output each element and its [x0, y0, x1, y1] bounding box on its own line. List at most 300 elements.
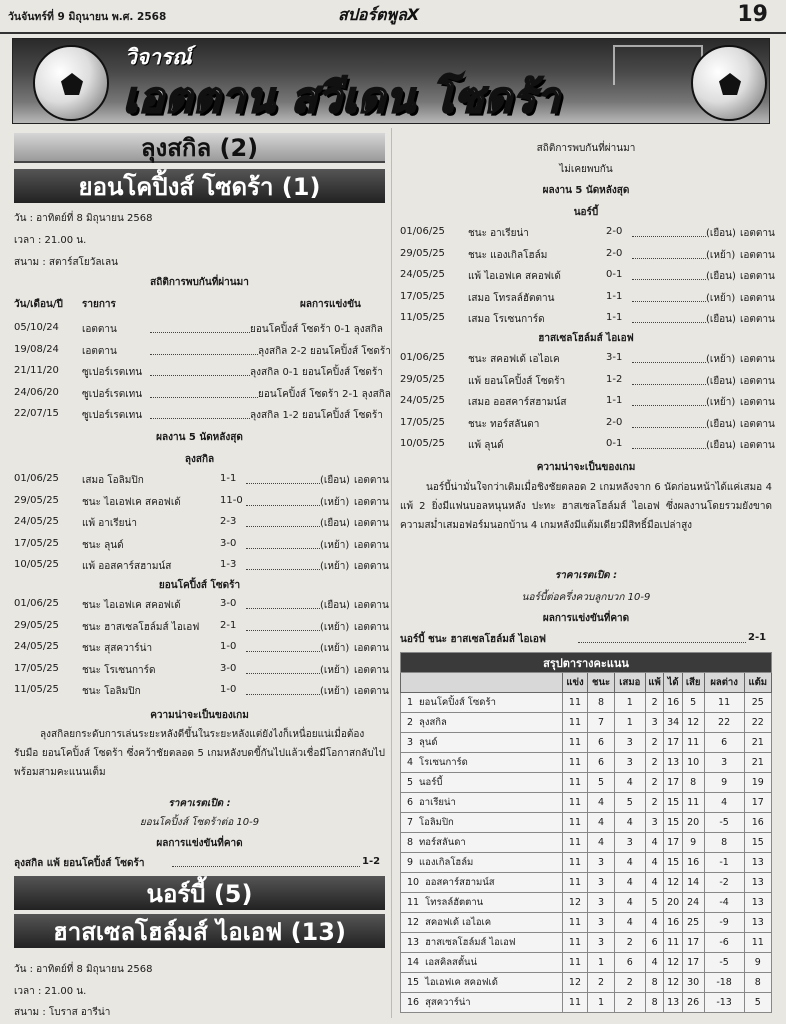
- form-date: 10/05/25: [400, 438, 445, 449]
- page-header: [0, 0, 786, 34]
- table-row: [401, 773, 772, 793]
- form-match: แพ้ ออสคาร์สฮามน์ส: [82, 561, 172, 572]
- standings-team-name: เอสคิลสตั้นน่: [425, 957, 477, 968]
- form-league: เอตตาน: [740, 397, 775, 408]
- form-venue: (เหย้า): [320, 621, 350, 633]
- form-leader: [246, 483, 320, 484]
- h2h-competition: ซูเปอร์เรตเทน: [82, 410, 143, 421]
- standings-cell: 1: [614, 693, 645, 713]
- form-match: ชนะ โอลิมปิก: [82, 686, 141, 697]
- standings-cell: 12: [562, 893, 588, 913]
- standings-cell: 14: [682, 873, 704, 893]
- standings-cell: 11: [562, 853, 588, 873]
- form-league: เอตตาน: [354, 496, 389, 508]
- standings-title: สรุปตารางคะแนน: [401, 653, 772, 673]
- h2h-leader: [150, 332, 250, 333]
- table-row: [401, 693, 772, 713]
- standings-header: แพ้: [645, 673, 664, 693]
- standings-header: เสีย: [682, 673, 704, 693]
- standings-cell: 6: [588, 733, 615, 753]
- standings-cell: 26: [682, 993, 704, 1013]
- standings-cell: 9: [682, 833, 704, 853]
- standings-cell: 13: [664, 753, 682, 773]
- form-score: 2-0: [606, 226, 623, 237]
- standings-cell: 11: [562, 773, 588, 793]
- standings-cell: 4: [614, 893, 645, 913]
- form-venue: (เหย้า): [320, 643, 350, 654]
- standings-cell: 8: [645, 993, 664, 1013]
- standings-cell: 2: [588, 973, 615, 993]
- standings-cell: 12: [682, 713, 704, 733]
- match2-pred-score: 2-1: [748, 632, 767, 643]
- form-match: เสมอ โทรลล์ฮัตตาน: [468, 292, 555, 304]
- standings-rank: 4: [407, 757, 414, 768]
- standings-cell: 15: [744, 833, 771, 853]
- form-score: 0-1: [606, 438, 623, 449]
- form-score: 3-1: [606, 352, 623, 363]
- match1-prediction: ลุงสกิล แพ้ ยอนโคปิ้งส์ โซดร้า: [14, 858, 145, 869]
- standings-cell: 11: [562, 993, 588, 1013]
- form-venue: (เยือน): [320, 475, 350, 486]
- h2h-competition: ซูเปอร์เรตเทน: [82, 367, 143, 378]
- form-venue: (เหย้า): [706, 292, 736, 304]
- table-row: [401, 833, 772, 853]
- h2h-result: ลุงสกิล 2-2 ยอนโคปิ้งส์ โซดร้า: [258, 345, 391, 357]
- standings-cell: 2: [614, 933, 645, 953]
- form-venue: (เหย้า): [320, 561, 350, 572]
- form-league: เอตตาน: [354, 518, 389, 529]
- form-venue: (เหย้า): [320, 664, 350, 676]
- standings-cell: 25: [744, 693, 771, 713]
- form-score: 1-1: [220, 473, 237, 484]
- standings-cell: 6: [645, 933, 664, 953]
- standings-cell: 2: [614, 993, 645, 1013]
- form-date: 29/05/25: [400, 247, 445, 259]
- form-venue: (เยือน): [320, 518, 350, 529]
- match2-h2h-title: สถิติการพบกันที่ผ่านมา: [536, 143, 636, 154]
- match1-pred-score: 1-2: [362, 856, 381, 867]
- standings-cell: 3: [614, 753, 645, 773]
- form-league: เอตตาน: [740, 418, 775, 430]
- form-venue: (เหย้า): [320, 539, 350, 551]
- standings-cell: 15: [664, 793, 682, 813]
- standings-cell: -13: [704, 993, 744, 1013]
- form-leader: [246, 569, 320, 570]
- standings-cell: 11: [562, 793, 588, 813]
- standings-cell: 11: [704, 693, 744, 713]
- standings-cell: -1: [704, 853, 744, 873]
- standings-cell: 4: [704, 793, 744, 813]
- standings-cell: 4: [614, 873, 645, 893]
- form-score: 1-3: [220, 559, 237, 570]
- standings-cell: 11: [664, 933, 682, 953]
- form-match: ชนะ ลุนด์: [82, 539, 124, 551]
- form-score: 1-1: [606, 395, 623, 406]
- standings-header: ชนะ: [588, 673, 615, 693]
- standings-team: [401, 953, 563, 973]
- h2h-date: 24/06/20: [14, 386, 59, 398]
- h2h-header-item: รายการ: [82, 299, 116, 310]
- form-venue: (เยือน): [706, 418, 736, 430]
- form-leader: [246, 694, 320, 695]
- match2-analysis-title: ความน่าจะเป็นของเกม: [536, 462, 636, 473]
- standings-cell: 6: [704, 733, 744, 753]
- standings-cell: 5: [744, 993, 771, 1013]
- standings-cell: 16: [664, 913, 682, 933]
- match2-odds-title: ราคาเรตเปิด :: [554, 570, 618, 581]
- form-league: เอตตาน: [354, 539, 389, 551]
- match2-home-bar: นอร์บี้ (5): [14, 876, 385, 910]
- standings-cell: 12: [562, 973, 588, 993]
- standings-team: [401, 833, 563, 853]
- standings-cell: 13: [744, 873, 771, 893]
- form-date: 01/06/25: [400, 226, 445, 237]
- standings-cell: 11: [682, 793, 704, 813]
- standings-rank: 13: [407, 937, 420, 948]
- standings-cell: 5: [682, 693, 704, 713]
- h2h-result: ยอนโคปิ้งส์ โซดร้า 2-1 ลุงสกิล: [258, 388, 391, 400]
- form-score: 1-0: [220, 684, 237, 695]
- form-match: ชนะ โรเซนการ์ด: [82, 664, 156, 676]
- match1-home-form-team: ลุงสกิล: [184, 454, 215, 465]
- match1-odds-title: ราคาเรตเปิด :: [168, 798, 231, 809]
- table-row: [401, 853, 772, 873]
- standings-cell: 4: [645, 873, 664, 893]
- standings-team: [401, 893, 563, 913]
- form-league: เอตตาน: [740, 354, 775, 365]
- match2-date: วัน : อาทิตย์ที่ 8 มิถุนายน 2568: [14, 964, 153, 975]
- standings-cell: 11: [562, 873, 588, 893]
- form-match: แพ้ ยอนโคปิ้งส์ โซดร้า: [468, 375, 566, 387]
- form-score: 2-1: [220, 619, 237, 631]
- standings-cell: 19: [744, 773, 771, 793]
- match2-pred-title: ผลการแข่งขันที่คาด: [542, 613, 630, 624]
- form-date: 01/06/25: [14, 598, 59, 609]
- form-venue: (เหย้า): [706, 354, 736, 365]
- form-date: 01/06/25: [14, 473, 59, 484]
- standings-cell: 12: [664, 873, 682, 893]
- table-row: [401, 793, 772, 813]
- form-venue: (เยือน): [706, 228, 736, 239]
- match1-pred-title: ผลการแข่งขันที่คาด: [156, 838, 243, 849]
- form-date: 29/05/25: [14, 494, 59, 506]
- column-divider: [391, 128, 392, 1018]
- match2-odds: นอร์บี้ต่อครึ่งควบลูกบวก 10-9: [521, 592, 651, 603]
- form-score: 2-3: [220, 516, 237, 527]
- standings-cell: 11: [682, 733, 704, 753]
- standings-cell: 11: [562, 833, 588, 853]
- standings-team-name: ลุงสกิล: [419, 717, 447, 728]
- standings-cell: 11: [562, 953, 588, 973]
- match1-home-bar: ลุงสกิล (2): [14, 133, 385, 163]
- standings-cell: 4: [645, 833, 664, 853]
- standings-cell: 2: [645, 793, 664, 813]
- standings-cell: 3: [614, 733, 645, 753]
- form-date: 17/05/25: [400, 416, 445, 428]
- match2-h2h-none: ไม่เคยพบกัน: [559, 164, 613, 175]
- form-match: ชนะ สคอฟเด้ เอไอเค: [468, 354, 560, 365]
- match1-form-title: ผลงาน 5 นัดหลังสุด: [156, 432, 243, 443]
- form-venue: (เหย้า): [320, 496, 350, 508]
- form-date: 17/05/25: [400, 290, 445, 302]
- standings-team-name: ไอเอฟเค สคอฟเด้: [425, 977, 498, 988]
- match2-away-form-team: ฮาสเซลโฮล์มส์ ไอเอฟ: [538, 333, 634, 344]
- form-league: เอตตาน: [354, 475, 389, 486]
- standings-rank: 12: [407, 917, 420, 928]
- standings-rank: 5: [407, 777, 414, 788]
- table-row: [401, 873, 772, 893]
- standings-cell: 3: [704, 753, 744, 773]
- standings-cell: 15: [664, 853, 682, 873]
- h2h-competition: เอตตาน: [82, 345, 117, 357]
- banner-kicker: วิจารณ์: [125, 45, 192, 69]
- standings-cell: 16: [744, 813, 771, 833]
- table-row: [401, 933, 772, 953]
- standings-team: [401, 933, 563, 953]
- standings-team-col: [401, 673, 563, 693]
- standings-team-name: อาเรียน่า: [419, 797, 456, 808]
- form-leader: [632, 427, 706, 428]
- standings-cell: 4: [614, 773, 645, 793]
- standings-cell: 7: [588, 713, 615, 733]
- standings-cell: 12: [664, 953, 682, 973]
- standings-cell: 34: [664, 713, 682, 733]
- form-score: 2-0: [606, 247, 623, 259]
- form-league: เอตตาน: [740, 314, 775, 325]
- standings-cell: 3: [588, 933, 615, 953]
- brand-logo: สปอร์ตพูลX: [338, 5, 420, 24]
- h2h-leader: [150, 418, 250, 419]
- standings-cell: 8: [682, 773, 704, 793]
- form-match: ชนะ ฮาสเซลโฮล์มส์ ไอเอฟ: [82, 621, 200, 633]
- soccer-ball-icon: [691, 45, 767, 121]
- match1-away-form-team: ยอนโคปิ้งส์ โซดร้า: [158, 580, 241, 591]
- h2h-date: 19/08/24: [14, 343, 59, 355]
- standings-header: ได้: [664, 673, 682, 693]
- h2h-result: ลุงสกิล 1-2 ยอนโคปิ้งส์ โซดร้า: [250, 410, 383, 421]
- standings-cell: 30: [682, 973, 704, 993]
- form-league: เอตตาน: [354, 561, 389, 572]
- form-date: 24/05/25: [14, 641, 59, 652]
- standings-team-name: โรเซนการ์ด: [419, 757, 468, 768]
- standings-cell: 4: [588, 833, 615, 853]
- standings-cell: 17: [744, 793, 771, 813]
- standings-cell: 21: [744, 733, 771, 753]
- standings-cell: 22: [744, 713, 771, 733]
- form-venue: (เยือน): [706, 375, 736, 387]
- form-league: เอตตาน: [740, 375, 775, 387]
- table-row: [401, 713, 772, 733]
- standings-cell: 2: [645, 773, 664, 793]
- standings-cell: 4: [588, 793, 615, 813]
- form-league: เอตตาน: [354, 621, 389, 633]
- form-date: 10/05/25: [14, 559, 59, 570]
- form-match: เสมอ โรเซนการ์ด: [468, 314, 545, 325]
- form-match: ชนะ ไอเอฟเค สคอฟเด้: [82, 600, 181, 611]
- form-leader: [246, 651, 320, 652]
- standings-rank: 11: [407, 897, 420, 908]
- form-match: แพ้ ไอเอฟเค สคอฟเด้: [468, 271, 561, 282]
- standings-cell: 4: [645, 953, 664, 973]
- match1-analysis: ลุงสกิลยกระดับการเล่นระยะหลังดีขึ้นในระยะหลังแต่ยังไงก็เหนื่อยแน่เมื่อต้องรับมือ ยอนโคปิ้งส์ โซดร้า ซึ่งคว้าชัยตลอด 5 เกมหลังบดขี้กันไปแล้วเชื่อมีโอกาสกลับไปพร้อมสามคะแนนเต็ม: [14, 729, 385, 778]
- form-score: 1-1: [606, 290, 623, 302]
- form-leader: [246, 505, 320, 506]
- standings-team-name: โอลิมปิก: [419, 817, 454, 828]
- form-leader: [632, 322, 706, 323]
- standings-rank: 8: [407, 837, 414, 848]
- form-league: เอตตาน: [354, 664, 389, 676]
- match2-analysis: นอร์บี้น่ามั่นใจกว่าเดิมเมื่อชิงชัยตลอด 2 เกมหลังจาก 6 นัดก่อนหน้าได้แค่เสมอ 4 แพ้ 2 ยิ่งมีแฟนบอลหนุนหลัง ปะทะ ฮาสเซลโฮล์มส์ ไอเอฟ ซึ่งผลงานโดยรวมยังขาดความสม่ำเสมอฟอร์มนอกบ้าน 4 เกมหลังมีแต้มเดียวมีสิทธิ์มือเปล่าสูง: [400, 482, 772, 531]
- standings-rank: 14: [407, 957, 420, 968]
- form-date: 11/05/25: [400, 312, 445, 323]
- standings-cell: -4: [704, 893, 744, 913]
- standings-team: [401, 713, 563, 733]
- standings-cell: 8: [744, 973, 771, 993]
- standings-rank: 16: [407, 997, 420, 1008]
- standings-cell: 11: [562, 933, 588, 953]
- standings-cell: 9: [744, 953, 771, 973]
- standings-team: [401, 973, 563, 993]
- standings-cell: 11: [562, 733, 588, 753]
- standings-cell: 17: [664, 733, 682, 753]
- form-leader: [632, 258, 706, 259]
- standings-rank: 10: [407, 877, 420, 888]
- standings-cell: 16: [682, 853, 704, 873]
- form-date: 29/05/25: [400, 373, 445, 385]
- standings-cell: 4: [645, 913, 664, 933]
- standings-team: [401, 853, 563, 873]
- standings-team: [401, 693, 563, 713]
- match1-odds: ยอนโคปิ้งส์ โซดร้าต่อ 10-9: [139, 817, 260, 828]
- h2h-date: 22/07/15: [14, 408, 59, 419]
- form-leader: [632, 279, 706, 280]
- form-score: 3-0: [220, 598, 237, 609]
- standings-team-name: ลุนด์: [419, 737, 438, 748]
- form-score: 3-0: [220, 537, 237, 549]
- standings-cell: 1: [614, 713, 645, 733]
- table-row: [401, 813, 772, 833]
- standings-cell: 5: [645, 893, 664, 913]
- standings-cell: 10: [682, 753, 704, 773]
- standings-cell: 11: [562, 693, 588, 713]
- h2h-leader: [150, 354, 258, 355]
- standings-team: [401, 913, 563, 933]
- standings-cell: -9: [704, 913, 744, 933]
- standings-cell: 5: [588, 773, 615, 793]
- standings-cell: 3: [588, 873, 615, 893]
- form-league: เอตตาน: [354, 600, 389, 611]
- standings-cell: 20: [682, 813, 704, 833]
- standings-cell: 25: [682, 913, 704, 933]
- form-leader: [632, 362, 706, 363]
- form-leader: [632, 301, 706, 302]
- standings-cell: 16: [664, 693, 682, 713]
- standings-cell: 11: [562, 713, 588, 733]
- h2h-competition: เอตตาน: [82, 324, 117, 335]
- match1-analysis-title: ความน่าจะเป็นของเกม: [150, 710, 249, 721]
- match2-form-title: ผลงาน 5 นัดหลังสุด: [542, 185, 630, 196]
- standings-rank: 6: [407, 797, 414, 808]
- soccer-ball-icon: [33, 45, 109, 121]
- form-match: ชนะ ไอเอฟเค สคอฟเด้: [82, 496, 181, 508]
- match1-venue: สนาม : สตาร์สโยวัลเลน: [14, 257, 118, 268]
- standings-cell: 13: [744, 853, 771, 873]
- standings-table: [400, 652, 772, 1013]
- table-row: [401, 753, 772, 773]
- standings-team-name: ออสคาร์สฮามน์ส: [425, 877, 495, 888]
- standings-team-name: ฮาสเซลโฮล์มส์ ไอเอฟ: [425, 937, 516, 948]
- form-score: 1-1: [606, 312, 623, 323]
- standings-team: [401, 873, 563, 893]
- standings-team-name: นอร์บี้: [419, 777, 443, 788]
- form-venue: (เหย้า): [706, 397, 736, 408]
- match2-venue: สนาม : โบราส อารีน่า: [14, 1007, 111, 1018]
- standings-cell: 8: [704, 833, 744, 853]
- form-score: 3-0: [220, 662, 237, 674]
- standings-cell: 4: [614, 813, 645, 833]
- standings-cell: 8: [645, 973, 664, 993]
- standings-cell: 4: [614, 853, 645, 873]
- form-leader: [246, 526, 320, 527]
- standings-cell: 5: [614, 793, 645, 813]
- form-score: 0-1: [606, 269, 623, 280]
- form-leader: [246, 548, 320, 549]
- h2h-date: 05/10/24: [14, 322, 59, 333]
- match1-time: เวลา : 21.00 น.: [14, 235, 87, 246]
- standings-cell: 2: [645, 753, 664, 773]
- form-match: ชนะ สุสควาร์น่า: [82, 643, 153, 654]
- standings-cell: 12: [664, 973, 682, 993]
- standings-team: [401, 773, 563, 793]
- table-row: [401, 973, 772, 993]
- standings-rank: 7: [407, 817, 414, 828]
- form-match: ชนะ ทอร์สลันดา: [468, 418, 540, 430]
- form-score: 1-2: [606, 373, 623, 385]
- h2h-result: ลุงสกิล 0-1 ยอนโคปิ้งส์ โซดร้า: [250, 367, 383, 378]
- h2h-leader: [150, 375, 250, 376]
- form-leader: [632, 448, 706, 449]
- banner-title: เอตตาน สวีเดน โซดร้า: [123, 73, 561, 122]
- standings-cell: -2: [704, 873, 744, 893]
- form-match: เสมอ ออสคาร์สฮามน์ส: [468, 397, 567, 408]
- form-venue: (เยือน): [706, 314, 736, 325]
- standings-team-name: สุสควาร์น่า: [425, 997, 471, 1008]
- form-leader: [632, 405, 706, 406]
- form-leader: [246, 630, 320, 631]
- standings-header: แข่ง: [562, 673, 588, 693]
- table-row: [401, 913, 772, 933]
- form-match: ชนะ แองเกิลโฮล์ม: [468, 249, 548, 261]
- standings-cell: 4: [614, 913, 645, 933]
- standings-cell: -5: [704, 813, 744, 833]
- standings-team: [401, 793, 563, 813]
- standings-team: [401, 813, 563, 833]
- standings-rank: 1: [407, 697, 414, 708]
- standings-team-name: แองเกิลโฮล์ม: [419, 857, 474, 868]
- standings-team-name: โทรลล์ฮัตตาน: [425, 897, 484, 908]
- form-date: 29/05/25: [14, 619, 59, 631]
- match2-time: เวลา : 21.00 น.: [14, 986, 87, 997]
- h2h-result: ยอนโคปิ้งส์ โซดร้า 0-1 ลุงสกิล: [250, 324, 383, 335]
- match1-date: วัน : อาทิตย์ที่ 8 มิถุนายน 2568: [14, 213, 153, 224]
- issue-date: วันจันทร์ที่ 9 มิถุนายน พ.ศ. 2568: [8, 11, 167, 23]
- standings-cell: -6: [704, 933, 744, 953]
- form-match: เสมอ โอลิมปิก: [82, 475, 144, 486]
- match2-away-bar: ฮาสเซลโฮล์มส์ ไอเอฟ (13): [14, 914, 385, 948]
- standings-cell: -18: [704, 973, 744, 993]
- form-league: เอตตาน: [354, 686, 389, 697]
- standings-cell: 3: [614, 833, 645, 853]
